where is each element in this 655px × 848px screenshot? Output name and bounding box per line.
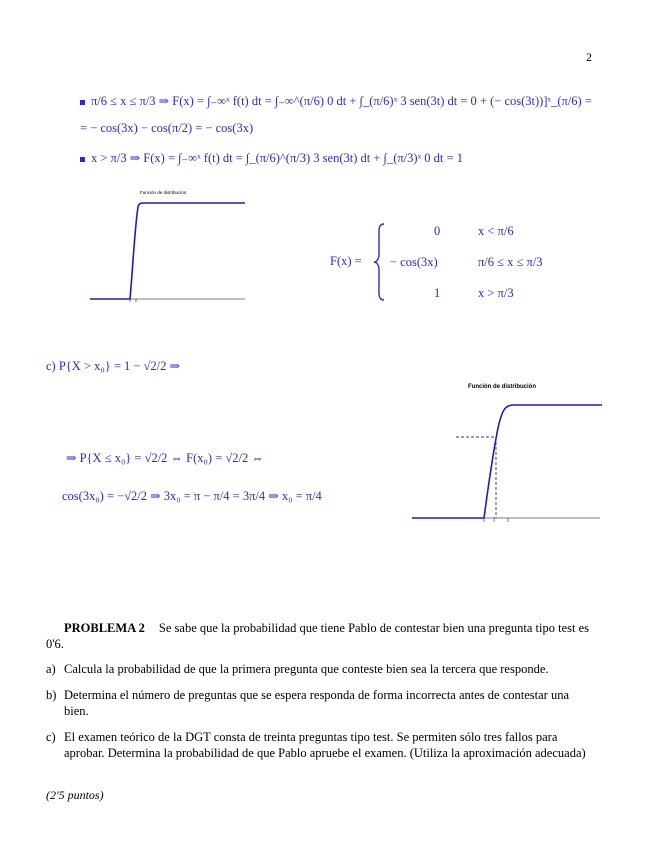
piecewise-definition bbox=[330, 222, 570, 304]
points-note: (2'5 puntos) bbox=[46, 788, 104, 802]
problema-2-statement bbox=[46, 620, 596, 652]
problema-2-heading: PROBLEMA 2 bbox=[64, 621, 145, 635]
cdf-graph-2 bbox=[410, 378, 610, 538]
piece-value-3: 1 bbox=[434, 286, 441, 300]
brace-icon bbox=[372, 222, 386, 302]
problema-2-intro: Se sabe que la probabilidad que tiene Pablo de contestar bien una pregunta tipo test es 0'6. bbox=[46, 621, 589, 651]
part-c-line3: cos(3x₀) = −√2/2 ⇒ 3x₀ = π − π/4 = 3π/4 ⇒ x₀ = π/4 bbox=[62, 489, 322, 503]
part-c-line2: ⇒ P{X ≤ x₀} = √2/2 ⇔ F(x₀) = √2/2 ⇔ bbox=[66, 451, 264, 465]
item-text: Determina el número de preguntas que se espera responda de forma incorrecta antes de contestar una bien. bbox=[64, 688, 569, 718]
problema-2-item-a bbox=[46, 661, 596, 677]
part-c-line1: c) P{X > x₀} = 1 − √2/2 ⇒ bbox=[46, 359, 181, 373]
piece-condition-3: x > π/3 bbox=[478, 286, 514, 300]
piece-value-1: 0 bbox=[434, 224, 441, 238]
piecewise-lhs: F(x) = bbox=[330, 254, 362, 268]
graph1-curve bbox=[90, 203, 245, 299]
bullet-icon bbox=[80, 100, 85, 105]
item-label: a) bbox=[46, 662, 56, 676]
item-label: c) bbox=[46, 730, 56, 744]
piece-condition-2: π/6 ≤ x ≤ π/3 bbox=[478, 255, 543, 269]
item-text: Calcula la probabilidad de que la primera pregunta que conteste bien sea la tercera que responde. bbox=[64, 662, 549, 676]
piece-condition-1: x < π/6 bbox=[478, 224, 514, 238]
graph2-title: Función de distribución bbox=[468, 384, 536, 390]
problema-2-item-b bbox=[46, 687, 596, 719]
item-label: b) bbox=[46, 688, 57, 702]
graph1-title: Función de distribución bbox=[140, 190, 187, 195]
case1-line2: = − cos(3x) − cos(π/2) = − cos(3x) bbox=[80, 121, 254, 135]
case1-line1: π/6 ≤ x ≤ π/3 ⇒ F(x) = ∫₋∞ˣ f(t) dt = ∫₋∞^(π/6) 0 dt + ∫_(π/6)ˣ 3 sen(3t) dt = 0 + (− cos(3t))]ˣ_(π/6) = bbox=[80, 93, 592, 109]
case2-line: x > π/3 ⇒ F(x) = ∫₋∞ˣ f(t) dt = ∫_(π/6)^(π/3) 3 sen(3t) dt + ∫_(π/3)ˣ 0 dt = 1 bbox=[80, 150, 463, 166]
problema-2-item-c bbox=[46, 729, 596, 761]
graph2-curve bbox=[412, 405, 602, 518]
piece-value-2: − cos(3x) bbox=[390, 255, 438, 269]
bullet-icon bbox=[80, 157, 85, 162]
cdf-graph-1 bbox=[88, 185, 263, 315]
page-number: 2 bbox=[586, 50, 592, 64]
item-text: El examen teórico de la DGT consta de treinta preguntas tipo test. Se permiten sólo tres fallos para aprobar. Determina la probabilidad de que Pablo apruebe el examen. (Utiliza la aproximación adecuada) bbox=[64, 730, 586, 760]
